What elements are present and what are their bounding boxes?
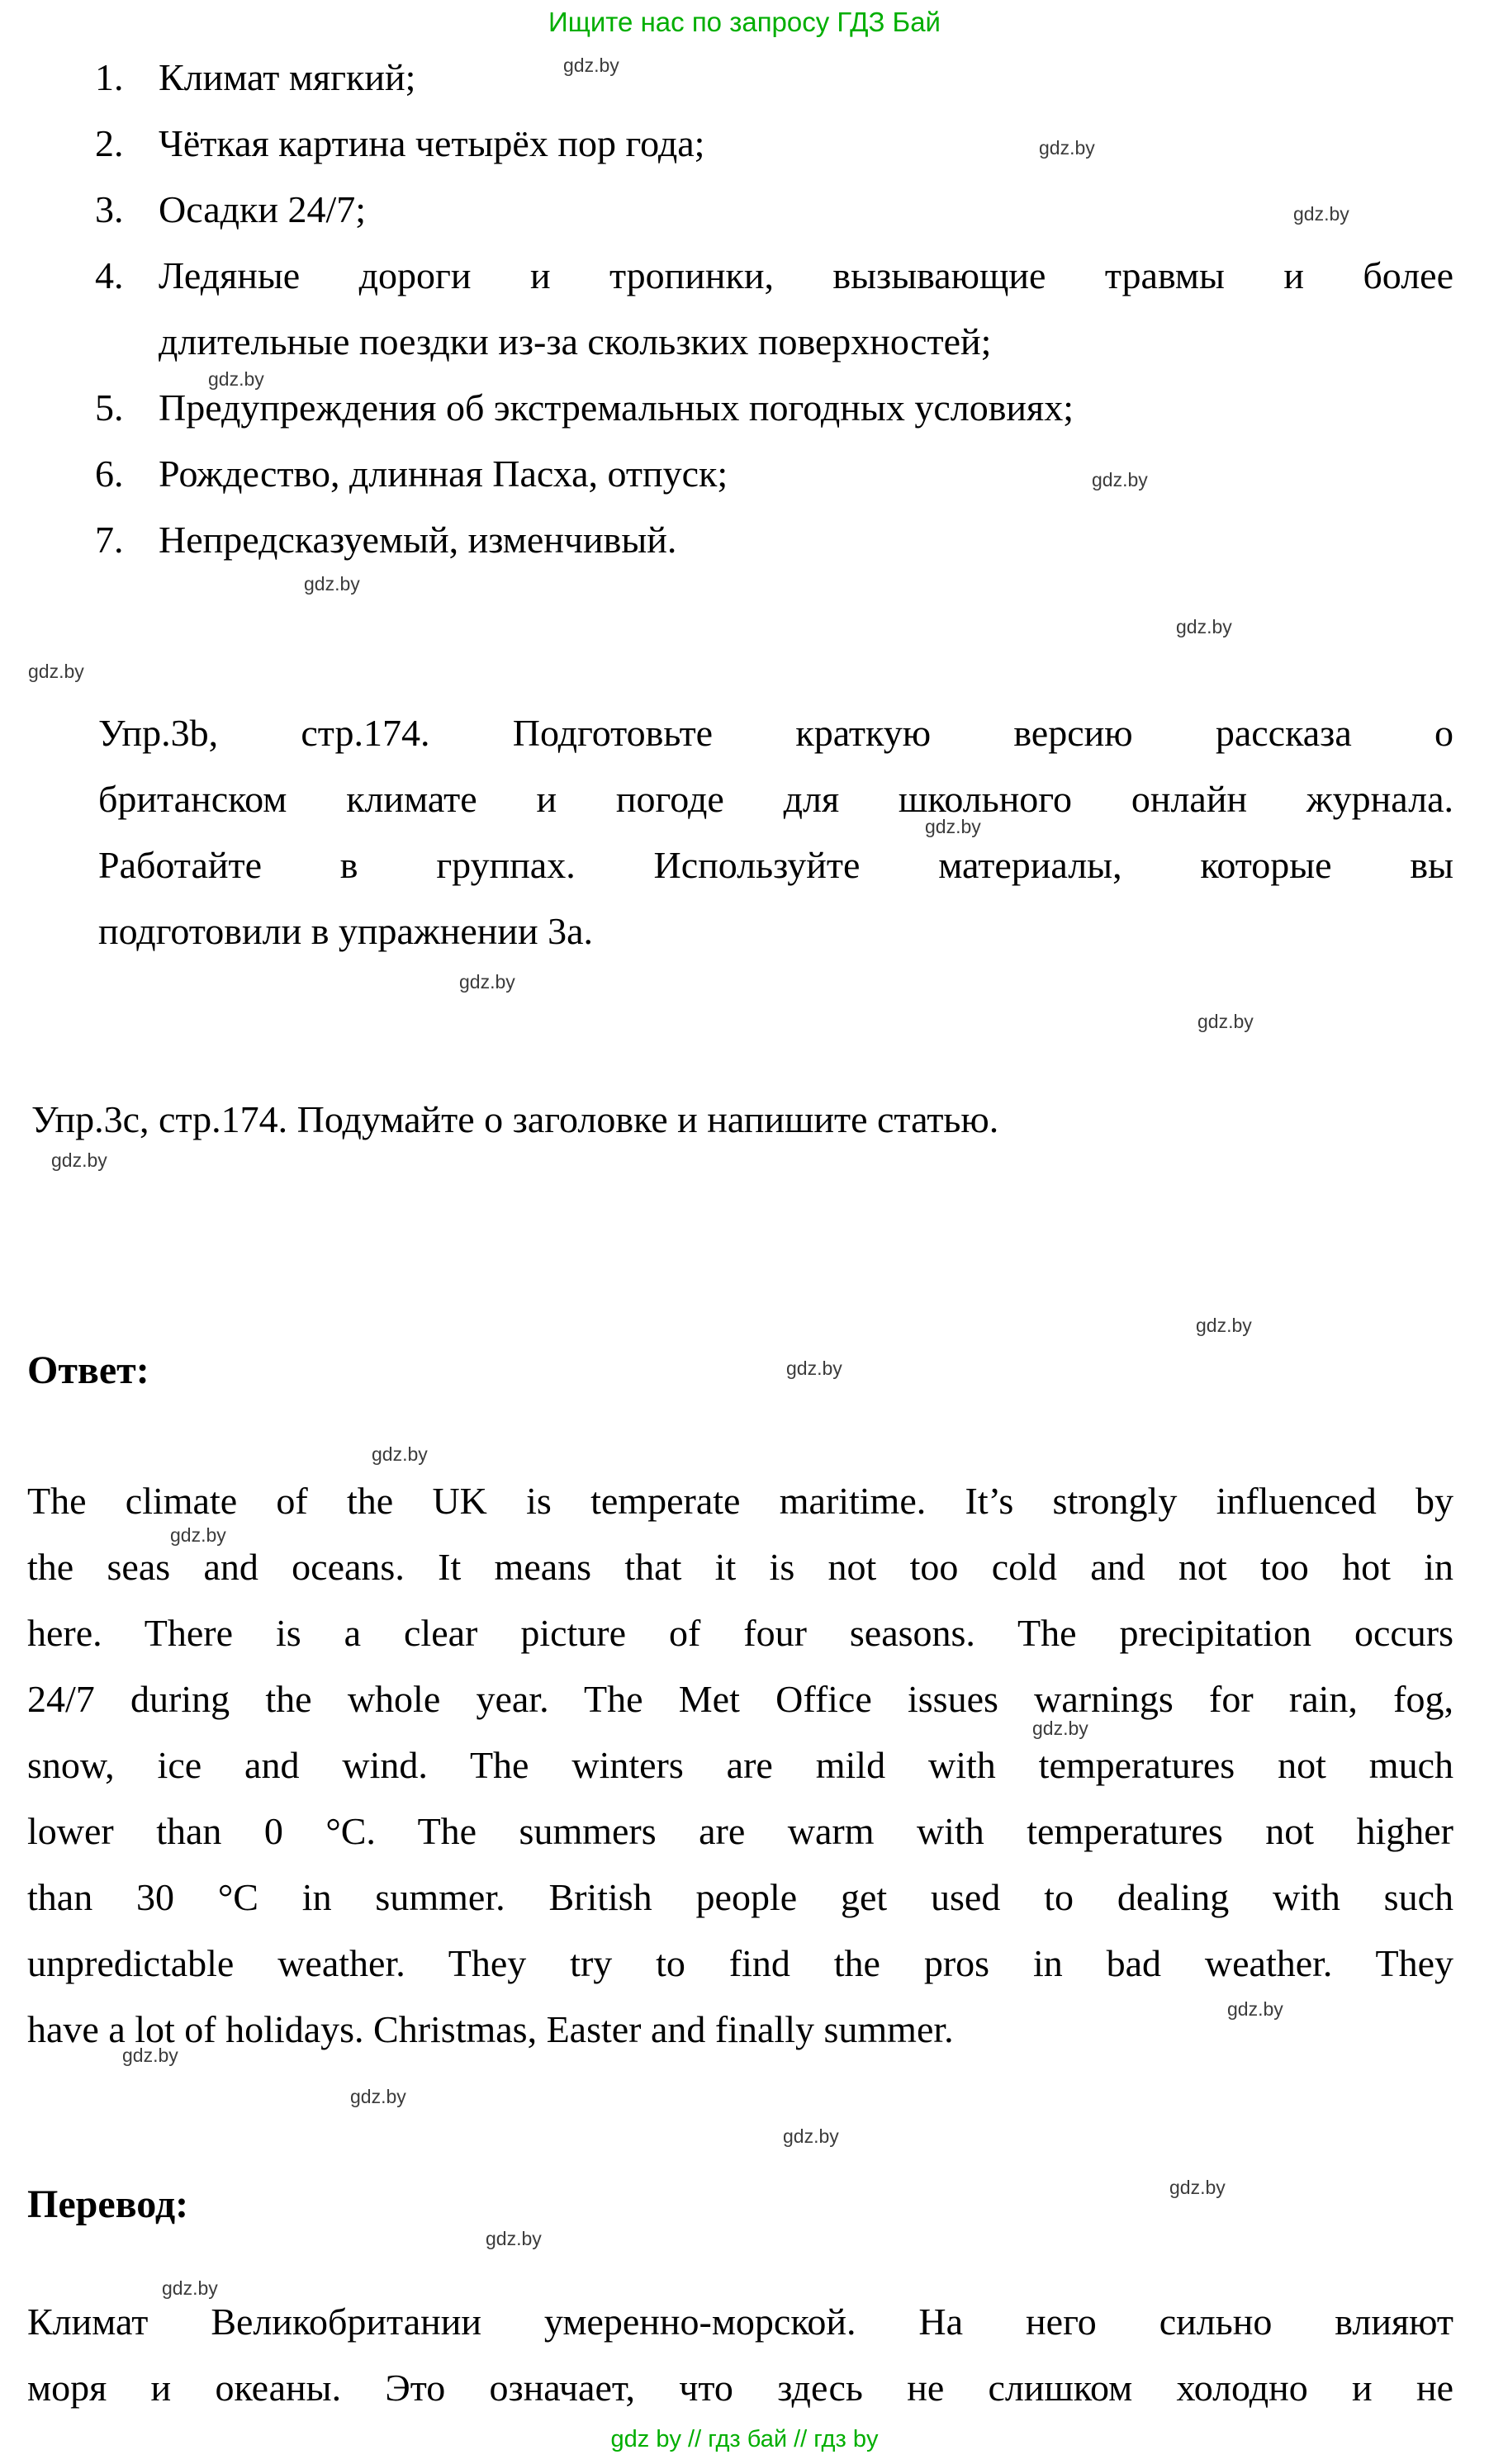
list-item-number: 4. (95, 254, 124, 296)
list-item (95, 177, 1453, 243)
exercise-3c-text: Упр.3c, стр.174. Подумайте о заголовке и напишите статью. (31, 1098, 999, 1140)
translation-text (27, 2289, 1453, 2421)
list-item-text (159, 111, 1453, 177)
text-line: Упр.3b, стр.174. Подготовьте краткую версию рассказа о (98, 712, 1453, 754)
list-item (95, 375, 1453, 441)
list-item-number: 5. (95, 386, 124, 429)
list-item (95, 441, 1453, 507)
text-line: 24/7 during the whole year. The Met Office issues warnings for rain, fog, (27, 1678, 1453, 1720)
gdz-watermark: gdz.by (1092, 469, 1148, 490)
gdz-watermark: gdz.by (1032, 1718, 1088, 1739)
text-line: Ледяные дороги и тропинки, вызывающие травмы и более (159, 254, 1453, 296)
text-line: Непредсказуемый, изменчивый. (159, 519, 677, 561)
text-line: Климат Великобритании умеренно-морской. На него сильно влияют (27, 2301, 1453, 2343)
answer-label: Ответ: (27, 1348, 149, 1392)
text-line: snow, ice and wind. The winters are mild with temperatures not much (27, 1744, 1453, 1786)
text-line: Работайте в группах. Используйте материалы, которые вы (98, 844, 1453, 886)
gdz-watermark: gdz.by (122, 2045, 178, 2066)
list-item-text (159, 45, 1453, 111)
text-line: than 30 °C in summer. British people get used to dealing with such (27, 1876, 1453, 1918)
list-item (95, 507, 1453, 573)
list-item (95, 45, 1453, 111)
gdz-watermark: gdz.by (208, 368, 264, 390)
list-item-number: 6. (95, 453, 124, 495)
gdz-watermark: gdz.by (28, 661, 84, 682)
gdz-watermark: gdz.by (304, 573, 360, 595)
gdz-watermark: gdz.by (486, 2228, 542, 2249)
answer-list (95, 45, 1453, 573)
list-item-text (159, 375, 1453, 441)
answer-text (27, 1468, 1453, 2063)
gdz-watermark: gdz.by (783, 2125, 839, 2147)
gdz-watermark: gdz.by (925, 816, 981, 837)
text-line: моря и океаны. Это означает, что здесь не слишком холодно и не (27, 2367, 1453, 2409)
footer-text: gdz by // гдз бай // гдз by (610, 2426, 879, 2452)
text-line: unpredictable weather. They try to find the pros in bad weather. They (27, 1942, 1453, 1984)
text-line: here. There is a clear picture of four seasons. The precipitation occurs (27, 1612, 1453, 1654)
text-line: Климат мягкий; (159, 56, 416, 98)
gdz-watermark: gdz.by (1196, 1315, 1252, 1336)
list-item-text (159, 177, 1453, 243)
text-line: the seas and oceans. It means that it is not too cold and not too hot in (27, 1546, 1453, 1588)
gdz-watermark: gdz.by (350, 2086, 406, 2107)
text-line: Рождество, длинная Пасха, отпуск; (159, 453, 728, 495)
exercise-3b-text (98, 700, 1453, 964)
gdz-watermark: gdz.by (459, 971, 515, 993)
gdz-watermark: gdz.by (1039, 137, 1095, 159)
list-item-text (159, 243, 1453, 375)
text-line: британском климате и погоде для школьного онлайн журнала. (98, 778, 1453, 820)
gdz-watermark: gdz.by (1176, 616, 1232, 637)
gdz-watermark: gdz.by (372, 1443, 428, 1465)
text-line: Осадки 24/7; (159, 188, 367, 230)
gdz-watermark: gdz.by (1227, 1998, 1283, 2020)
promo-banner: Ищите нас по запросу ГДЗ Бай (548, 7, 941, 37)
list-item-text (159, 441, 1453, 507)
gdz-watermark: gdz.by (51, 1149, 107, 1171)
text-line: lower than 0 °C. The summers are warm with temperatures not higher (27, 1810, 1453, 1852)
list-item-number: 2. (95, 122, 124, 164)
text-line: Предупреждения об экстремальных погодных условиях; (159, 386, 1074, 429)
text-line: The climate of the UK is temperate maritime. It’s strongly influenced by (27, 1480, 1453, 1522)
gdz-watermark: gdz.by (1197, 1011, 1254, 1032)
text-line: Чёткая картина четырёх пор года; (159, 122, 705, 164)
text-line: have a lot of holidays. Christmas, Easter and finally summer. (27, 2008, 954, 2050)
gdz-watermark: gdz.by (1293, 203, 1349, 225)
list-item-number: 3. (95, 188, 124, 230)
list-item (95, 243, 1453, 375)
gdz-watermark: gdz.by (563, 54, 619, 76)
list-item (95, 111, 1453, 177)
text-line: длительные поездки из-за скользких поверхностей; (159, 320, 992, 362)
translation-label: Перевод: (27, 2182, 189, 2226)
gdz-watermark: gdz.by (786, 1358, 842, 1379)
gdz-watermark: gdz.by (162, 2277, 218, 2299)
list-item-number: 7. (95, 519, 124, 561)
list-item-number: 1. (95, 56, 124, 98)
gdz-watermark: gdz.by (170, 1524, 226, 1546)
list-item-text (159, 507, 1453, 573)
text-line: подготовили в упражнении 3a. (98, 910, 594, 952)
gdz-watermark: gdz.by (1169, 2177, 1226, 2198)
